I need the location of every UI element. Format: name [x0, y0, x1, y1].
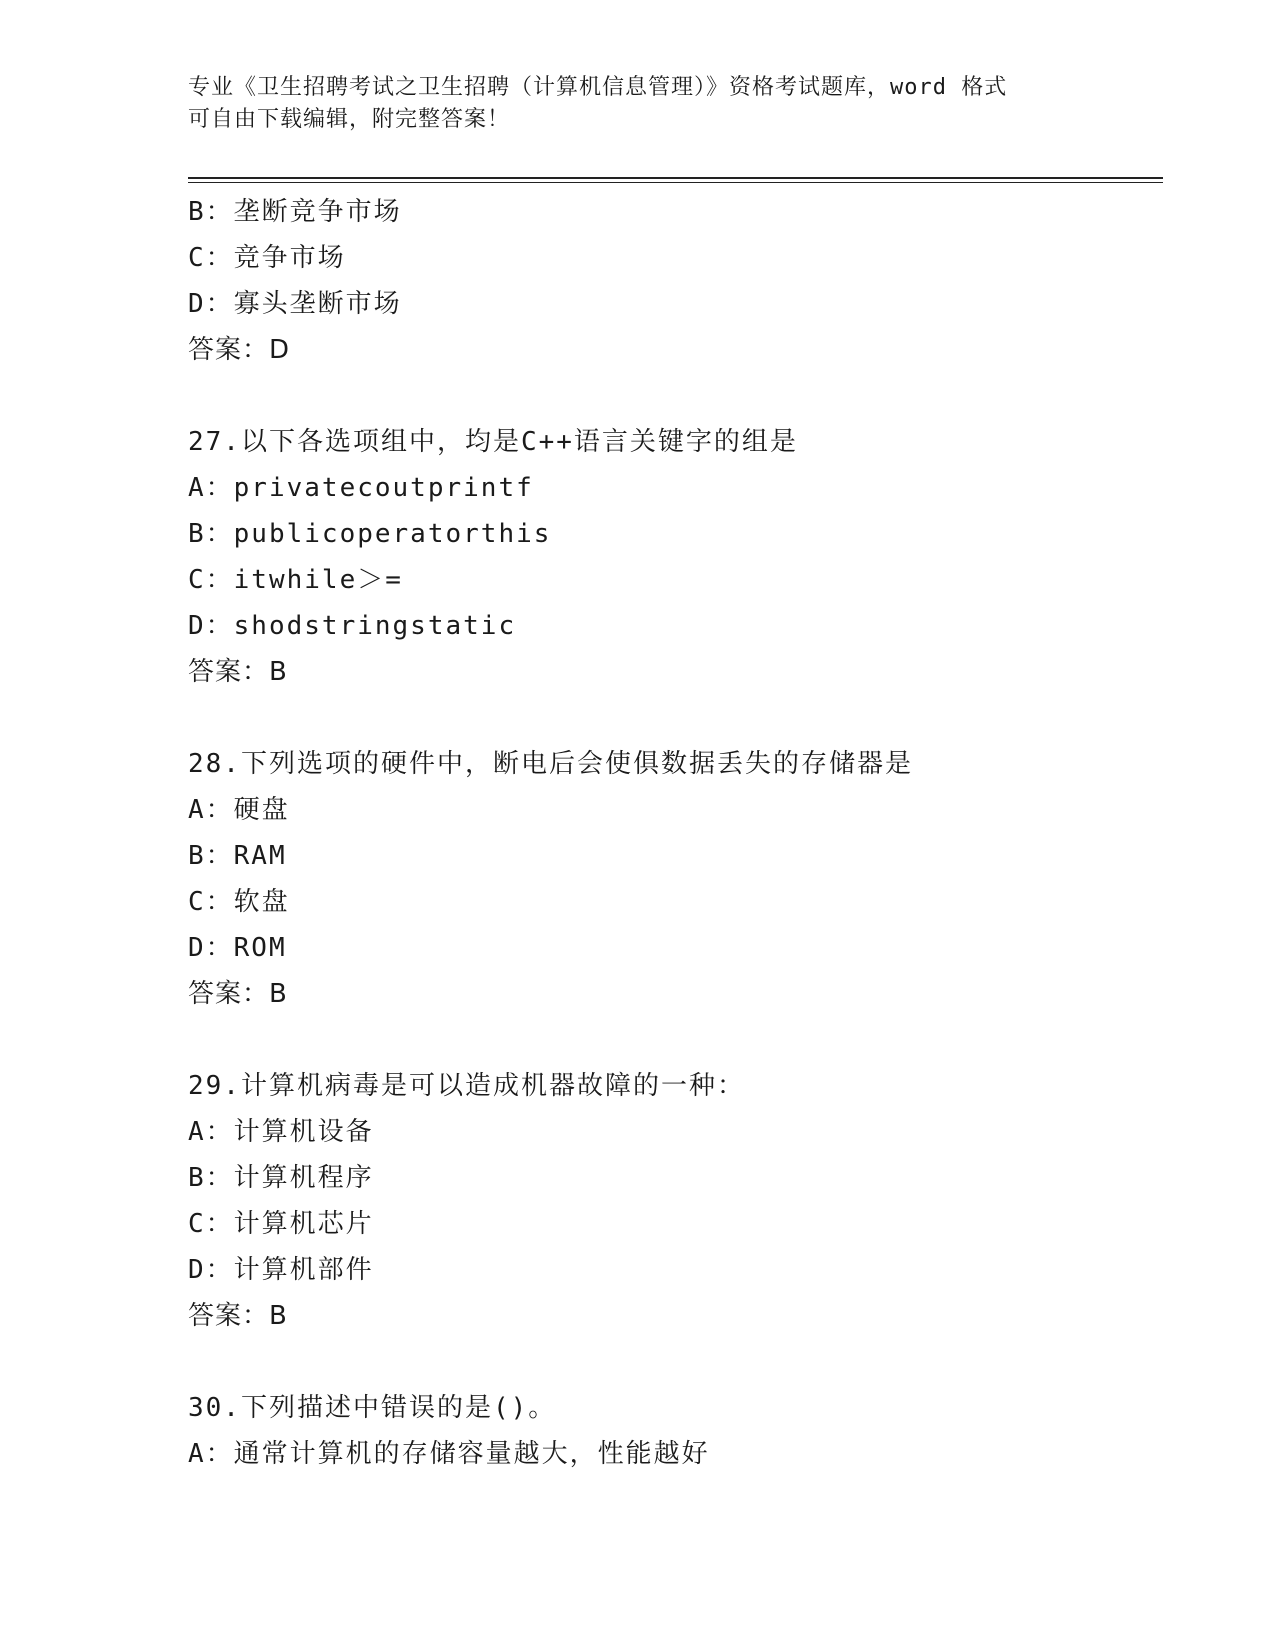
q27-option-c: C：itwhile＞= [188, 565, 403, 595]
q29-stem: 29.计算机病毒是可以造成机器故障的一种： [188, 1071, 745, 1101]
q26-answer: 答案：D [188, 335, 291, 365]
header-divider-thick [188, 177, 1163, 179]
q28-answer: 答案：B [188, 979, 288, 1009]
q30-option-a: A：通常计算机的存储容量越大，性能越好 [188, 1439, 710, 1469]
spacer [188, 373, 1163, 419]
q28-option-c: C：软盘 [188, 887, 290, 917]
q29-option-b: B：计算机程序 [188, 1163, 374, 1193]
q29-option-c: C：计算机芯片 [188, 1209, 374, 1239]
header-divider-thin [188, 182, 1163, 183]
header-line-2: 可自由下载编辑，附完整答案！ [188, 107, 511, 132]
q27-stem: 27.以下各选项组中，均是C++语言关键字的组是 [188, 427, 798, 457]
q28-option-a: A：硬盘 [188, 795, 290, 825]
q26-option-b: B：垄断竞争市场 [188, 197, 402, 227]
q27-option-d: D：shodstringstatic [188, 611, 517, 641]
spacer [188, 1339, 1163, 1385]
q26-option-d: D：寡头垄断市场 [188, 289, 402, 319]
document-header [188, 72, 1088, 136]
q28-stem: 28.下列选项的硬件中，断电后会使俱数据丢失的存储器是 [188, 749, 913, 779]
q30-stem: 30.下列描述中错误的是()。 [188, 1393, 557, 1423]
q27-option-b: B：publicoperatorthis [188, 519, 552, 549]
spacer [188, 1017, 1163, 1063]
q28-option-d: D：ROM [188, 933, 287, 963]
q29-option-d: D：计算机部件 [188, 1255, 374, 1285]
q28-option-b: B：RAM [188, 841, 287, 871]
q27-answer: 答案：B [188, 657, 288, 687]
header-line-1: 专业《卫生招聘考试之卫生招聘（计算机信息管理）》资格考试题库，word 格式 [188, 75, 1008, 100]
q29-option-a: A：计算机设备 [188, 1117, 374, 1147]
spacer [188, 695, 1163, 741]
question-list [188, 189, 1163, 1477]
q29-answer: 答案：B [188, 1301, 288, 1331]
q26-option-c: C：竞争市场 [188, 243, 346, 273]
q27-option-a: A：privatecoutprintf [188, 473, 534, 503]
